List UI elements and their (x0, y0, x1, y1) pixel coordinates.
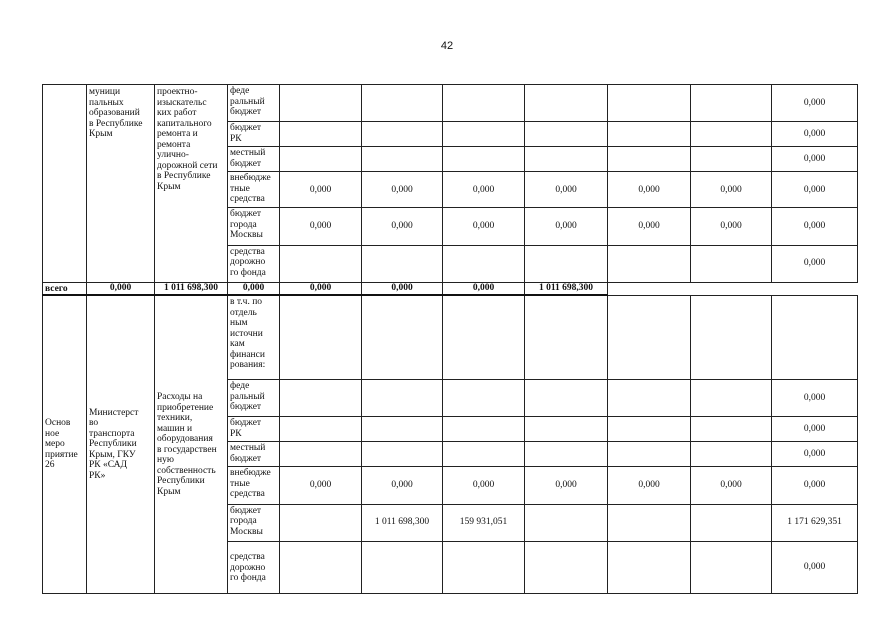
total-value-cell: 0,000 (772, 208, 858, 245)
source-cell: в т.ч. по отдель ным источни кам финанси рования: (228, 295, 280, 379)
value-cell (608, 504, 691, 541)
value-cell (280, 245, 362, 282)
value-cell: 0,000 (525, 208, 608, 245)
value-cell (608, 147, 691, 172)
value-cell (362, 85, 443, 122)
value-cell (608, 380, 691, 417)
total-value-cell (772, 295, 858, 379)
value-cell (608, 245, 691, 282)
source-cell: бюджет РК (228, 417, 280, 442)
value-cell: 0,000 (608, 172, 691, 208)
table-row-total (43, 282, 858, 295)
value-cell: 1 011 698,300 (362, 504, 443, 541)
value-cell: 0,000 (443, 282, 525, 295)
source-cell: бюджет города Москвы (228, 504, 280, 541)
value-cell (608, 417, 691, 442)
value-cell (691, 245, 772, 282)
value-cell (280, 541, 362, 593)
page-number: 42 (440, 40, 454, 52)
value-cell (443, 245, 525, 282)
value-cell (362, 295, 443, 379)
total-value-cell: 0,000 (772, 245, 858, 282)
event-cell (43, 295, 87, 593)
executor-text: Министерст во транспорта Республики Крым, ГКУ РК «САД РК» (89, 407, 139, 481)
value-cell (362, 245, 443, 282)
value-cell (280, 147, 362, 172)
value-cell: 0,000 (525, 172, 608, 208)
value-cell (691, 295, 772, 379)
value-cell: 0,000 (691, 208, 772, 245)
total-value-cell: 0,000 (772, 380, 858, 417)
value-cell (362, 541, 443, 593)
value-cell (525, 85, 608, 122)
value-cell: 0,000 (280, 282, 362, 295)
source-cell: местный бюджет (228, 147, 280, 172)
table-row (43, 85, 858, 122)
total-value-cell: 0,000 (772, 147, 858, 172)
value-cell (362, 442, 443, 467)
value-cell (691, 442, 772, 467)
value-cell (280, 85, 362, 122)
value-cell (443, 295, 525, 379)
source-cell: внебюдже тные средства (228, 467, 280, 504)
value-cell (443, 417, 525, 442)
value-cell (525, 147, 608, 172)
value-cell (691, 147, 772, 172)
description-cell (155, 85, 228, 283)
value-cell (280, 122, 362, 147)
executor-cell (87, 295, 155, 593)
value-cell (525, 417, 608, 442)
event-cell-empty (43, 85, 87, 283)
value-cell (691, 85, 772, 122)
value-cell: 0,000 (691, 467, 772, 504)
value-cell: 0,000 (87, 282, 155, 295)
executor-cell (87, 85, 155, 283)
budget-table (42, 84, 858, 594)
value-cell (525, 380, 608, 417)
source-cell-total: всего (43, 282, 87, 295)
value-cell (691, 380, 772, 417)
value-cell (525, 295, 608, 379)
table-body (43, 85, 858, 594)
executor-text: муници пальных образований в Республике Крым (89, 87, 143, 139)
value-cell (608, 442, 691, 467)
value-cell: 0,000 (443, 208, 525, 245)
value-cell: 0,000 (362, 467, 443, 504)
description-text: проектно- изыскательс ких работ капитального ремонта и ремонта улично- дорожной сети в Республике Крым (157, 87, 218, 192)
value-cell (443, 122, 525, 147)
value-cell (691, 122, 772, 147)
event-text: Основ ное меро приятие 26 (45, 418, 78, 471)
total-value-cell: 0,000 (772, 85, 858, 122)
source-cell: средства дорожно го фонда (228, 541, 280, 593)
value-cell: 0,000 (280, 208, 362, 245)
value-cell (525, 245, 608, 282)
total-value-cell: 0,000 (772, 122, 858, 147)
source-cell: феде ральный бюджет (228, 85, 280, 122)
value-cell (691, 541, 772, 593)
value-cell: 0,000 (362, 172, 443, 208)
source-cell: внебюдже тные средства (228, 172, 280, 208)
value-cell: 0,000 (525, 467, 608, 504)
source-cell: средства дорожно го фонда (228, 245, 280, 282)
value-cell (443, 147, 525, 172)
value-cell: 0,000 (608, 467, 691, 504)
value-cell (443, 442, 525, 467)
value-cell: 0,000 (362, 208, 443, 245)
value-cell: 159 931,051 (443, 504, 525, 541)
total-value-cell: 1 011 698,300 (525, 282, 608, 295)
description-cell (155, 295, 228, 593)
description-text: Расходы на приобретение техники, машин и оборудования в государствен ную собственность Республики Крым (157, 392, 217, 497)
value-cell (280, 417, 362, 442)
source-cell: бюджет города Москвы (228, 208, 280, 245)
value-cell: 0,000 (691, 172, 772, 208)
value-cell (443, 380, 525, 417)
value-cell (443, 541, 525, 593)
value-cell (525, 541, 608, 593)
value-cell: 0,000 (362, 282, 443, 295)
total-value-cell: 0,000 (772, 442, 858, 467)
value-cell (608, 541, 691, 593)
value-cell (362, 147, 443, 172)
value-cell (691, 504, 772, 541)
table-row (43, 295, 858, 379)
value-cell: 0,000 (608, 208, 691, 245)
value-cell: 0,000 (443, 467, 525, 504)
value-cell (608, 295, 691, 379)
value-cell (280, 442, 362, 467)
value-cell (608, 122, 691, 147)
value-cell (362, 380, 443, 417)
value-cell: 1 011 698,300 (155, 282, 228, 295)
value-cell (608, 85, 691, 122)
value-cell (691, 417, 772, 442)
value-cell (280, 380, 362, 417)
source-cell: местный бюджет (228, 442, 280, 467)
total-value-cell: 0,000 (772, 541, 858, 593)
value-cell (280, 295, 362, 379)
value-cell (525, 504, 608, 541)
source-cell: феде ральный бюджет (228, 380, 280, 417)
total-value-cell: 1 171 629,351 (772, 504, 858, 541)
value-cell (525, 122, 608, 147)
source-cell: бюджет РК (228, 122, 280, 147)
value-cell: 0,000 (228, 282, 280, 295)
value-cell: 0,000 (280, 172, 362, 208)
value-cell (443, 85, 525, 122)
value-cell (362, 122, 443, 147)
value-cell (362, 417, 443, 442)
value-cell: 0,000 (280, 467, 362, 504)
total-value-cell: 0,000 (772, 467, 858, 504)
total-value-cell: 0,000 (772, 172, 858, 208)
value-cell (280, 504, 362, 541)
total-value-cell: 0,000 (772, 417, 858, 442)
value-cell (525, 442, 608, 467)
value-cell: 0,000 (443, 172, 525, 208)
